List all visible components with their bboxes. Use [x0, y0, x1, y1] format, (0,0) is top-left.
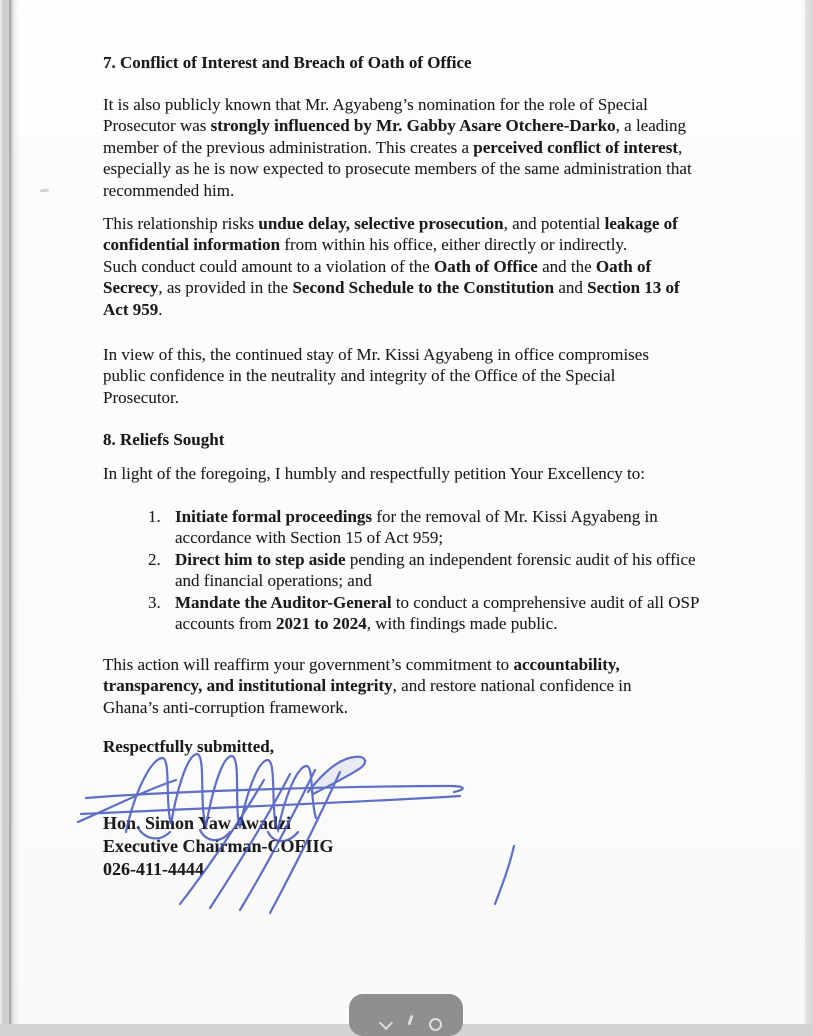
- text-line: Initiate formal proceedings for the removal of Mr. Kissi Agyabeng in: [175, 507, 658, 526]
- document-page: [13, 0, 805, 1024]
- text-line: Act 959.: [103, 299, 163, 319]
- paragraph-in-view: [103, 344, 649, 408]
- text-line: confidential information from within his office, either directly or indirectly.: [103, 235, 628, 255]
- bottom-toolbar-button[interactable]: [349, 994, 463, 1036]
- text-line: public confidence in the neutrality and integrity of the Office of the Special: [103, 366, 616, 386]
- text-line: accounts from 2021 to 2024, with findings made public.: [175, 614, 558, 634]
- list-item: [148, 592, 699, 635]
- closing-salutation: Respectfully submitted,: [103, 737, 274, 756]
- paragraph-relationship-risks: [103, 213, 680, 320]
- signature-block: [103, 812, 333, 881]
- signer-name: Hon. Simon Yaw Awadzi: [103, 813, 292, 833]
- signer-title: Executive Chairman-COFIIG: [103, 836, 334, 856]
- list-number: 2.: [148, 549, 161, 569]
- circle-icon: [429, 1018, 442, 1031]
- photo-edge-left: [0, 0, 13, 1024]
- text-line: accordance with Section 15 of Act 959;: [175, 528, 444, 548]
- text-line: and financial operations; and: [175, 571, 372, 591]
- photo-edge-right: [805, 0, 813, 1024]
- paragraph-conflict-intro: [103, 94, 692, 201]
- text-line: Secrecy, as provided in the Second Schedule to the Constitution and Section 13 of: [103, 278, 680, 298]
- text-line: Ghana’s anti-corruption framework.: [103, 697, 348, 717]
- text-line: especially as he is now expected to prosecute members of the same administration that: [103, 159, 692, 179]
- list-number: 1.: [148, 507, 161, 526]
- document-content: [13, 0, 805, 1024]
- text-line: Direct him to step aside pending an independent forensic audit of his office: [175, 549, 696, 569]
- text-line: Such conduct could amount to a violation of the Oath of Office and the Oath of: [103, 256, 652, 276]
- text-line: member of the previous administration. This creates a perceived conflict of interest,: [103, 137, 683, 157]
- section-7-heading: 7. Conflict of Interest and Breach of Oath of Office: [103, 53, 472, 72]
- text-line: Prosecutor.: [103, 387, 180, 407]
- signer-phone: 026-411-4444: [103, 859, 204, 879]
- text-line: Prosecutor was strongly influenced by Mr. Gabby Asare Otchere-Darko, a leading: [103, 116, 687, 136]
- paragraph-petition-lead: [103, 463, 645, 484]
- text-line: In light of the foregoing, I humbly and respectfully petition Your Excellency to:: [103, 464, 645, 483]
- text-line: transparency, and institutional integrity, and restore national confidence in: [103, 676, 632, 696]
- list-item: [148, 506, 699, 549]
- list-item: [148, 549, 699, 592]
- text-line: Mandate the Auditor-General to conduct a comprehensive audit of all OSP: [175, 592, 700, 612]
- list-number: 3.: [148, 592, 161, 612]
- chevron-down-icon: [379, 1016, 393, 1030]
- text-line: This relationship risks undue delay, selective prosecution, and potential leakage of: [103, 214, 678, 233]
- text-line: This action will reaffirm your government’s commitment to accountability,: [103, 655, 620, 674]
- paragraph-action-reaffirm: [103, 654, 632, 718]
- text-line: recommended him.: [103, 180, 235, 200]
- section-8-heading: 8. Reliefs Sought: [103, 430, 225, 449]
- text-line: It is also publicly known that Mr. Agyabeng’s nomination for the role of Special: [103, 95, 648, 114]
- text-line: In view of this, the continued stay of Mr. Kissi Agyabeng in office compromises: [103, 345, 649, 364]
- page-edge-line: [9, 0, 11, 1024]
- reliefs-list: [103, 506, 699, 634]
